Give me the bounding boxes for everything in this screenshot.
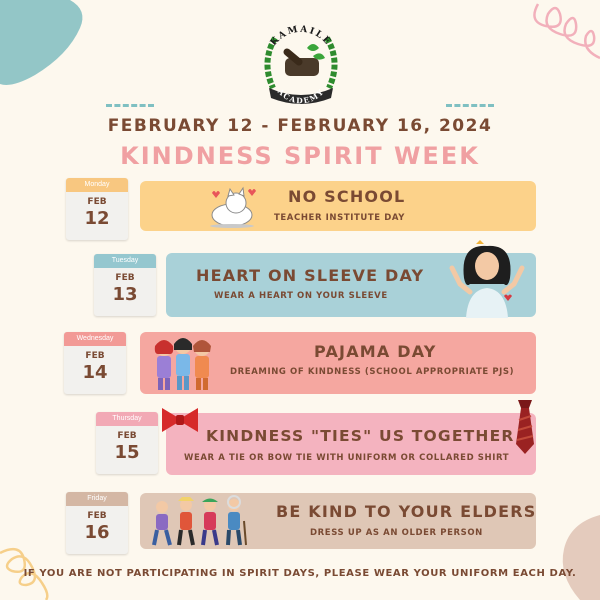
sleeping-cat-illustration	[206, 183, 258, 229]
necktie-icon	[514, 400, 536, 454]
calendar-month: FEB	[85, 351, 105, 361]
svg-text:KAMAILE	[269, 25, 333, 48]
dashed-divider-right	[446, 104, 494, 107]
pink-squiggle-decoration	[520, 0, 600, 80]
event-title: PAJAMA DAY	[314, 342, 437, 361]
calendar-day-number: 12	[84, 208, 110, 229]
calendar-card-friday	[66, 492, 128, 554]
calendar-card-wednesday	[64, 332, 126, 394]
calendar-weekday: Friday	[66, 492, 128, 506]
banner-thursday	[166, 413, 536, 475]
banner-friday	[140, 493, 536, 549]
logo-text-bottom: ACADEMY	[275, 86, 327, 106]
beige-blob-decoration	[540, 515, 600, 600]
calendar-weekday: Tuesday	[94, 254, 156, 268]
bow-tie-icon	[160, 406, 200, 434]
dashed-divider-left	[106, 104, 154, 107]
calendar-weekday: Thursday	[96, 412, 158, 426]
event-title: KINDNESS "TIES" US TOGETHER	[206, 427, 515, 445]
event-title: HEART ON SLEEVE DAY	[196, 266, 425, 285]
calendar-month: FEB	[117, 431, 137, 441]
event-subtitle: WEAR A TIE OR BOW TIE WITH UNIFORM OR COLLARED SHIRT	[184, 453, 510, 463]
calendar-card-monday	[66, 178, 128, 240]
calendar-month: FEB	[87, 197, 107, 207]
elderly-people-illustration	[148, 495, 252, 549]
event-dates: FEBRUARY 12 - FEBRUARY 16, 2024	[107, 116, 493, 136]
banner-monday	[140, 181, 536, 231]
event-title: BE KIND TO YOUR ELDERS	[276, 502, 537, 521]
event-title: NO SCHOOL	[288, 187, 406, 206]
banner-wednesday	[140, 332, 536, 394]
calendar-card-tuesday	[94, 254, 156, 316]
footer-note: IF YOU ARE NOT PARTICIPATING IN SPIRIT DAYS, PLEASE WEAR YOUR UNIFORM EACH DAY.	[23, 568, 577, 579]
calendar-day-number: 15	[114, 442, 140, 463]
girl-with-heart-illustration	[446, 238, 528, 318]
logo-text-top: KAMAILE	[268, 24, 334, 49]
calendar-day-number: 14	[82, 362, 108, 383]
page-title: KINDNESS SPIRIT WEEK	[120, 142, 480, 170]
calendar-day-number: 13	[112, 284, 138, 305]
event-subtitle: DRESS UP AS AN OLDER PERSON	[310, 528, 483, 538]
event-subtitle: WEAR A HEART ON YOUR SLEEVE	[214, 291, 388, 301]
calendar-weekday: Wednesday	[64, 332, 126, 346]
event-subtitle: TEACHER INSTITUTE DAY	[274, 213, 406, 223]
kamaile-academy-logo	[255, 18, 347, 110]
kids-in-pajamas-illustration	[150, 334, 216, 392]
teal-blob-decoration	[0, 0, 90, 90]
calendar-month: FEB	[87, 511, 107, 521]
event-subtitle: DREAMING OF KINDNESS (SCHOOL APPROPRIATE PJS)	[230, 367, 515, 377]
calendar-day-number: 16	[84, 522, 110, 543]
calendar-card-thursday	[96, 412, 158, 474]
calendar-month: FEB	[115, 273, 135, 283]
calendar-weekday: Monday	[66, 178, 128, 192]
